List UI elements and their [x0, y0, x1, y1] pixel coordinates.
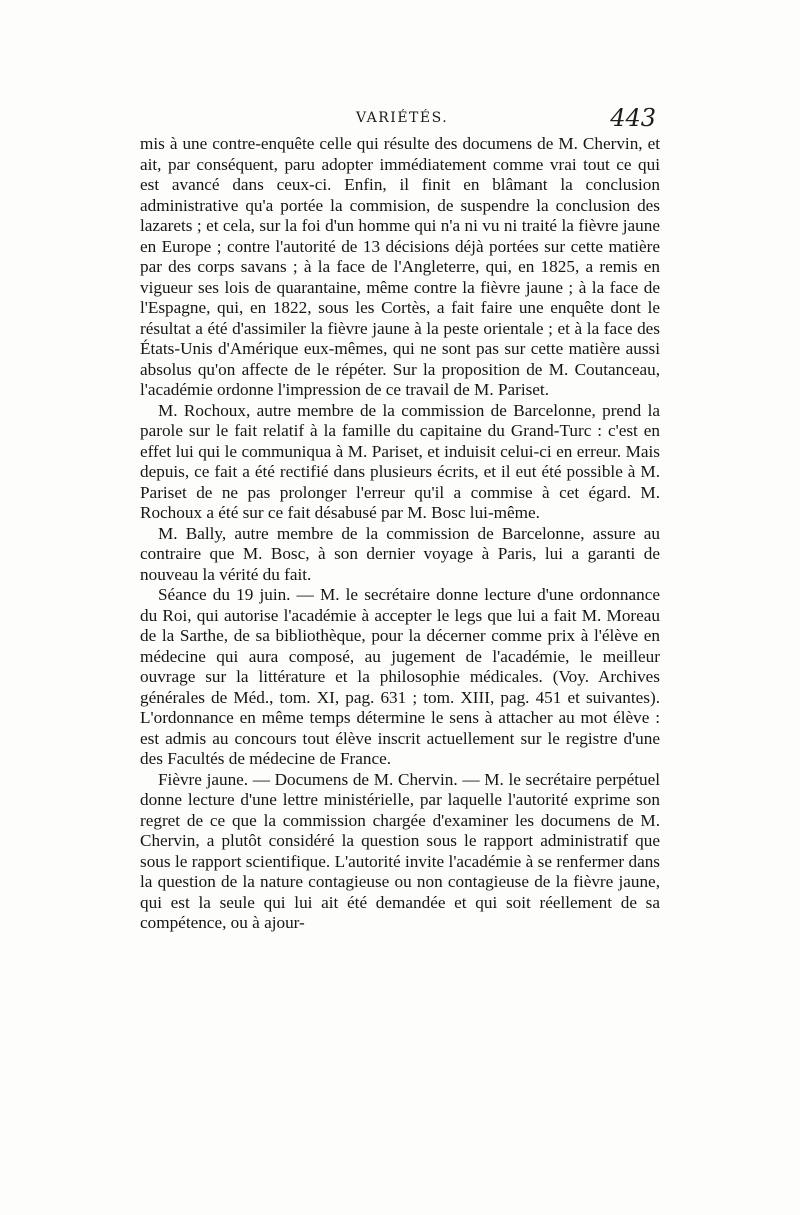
page-number: 443	[610, 104, 656, 132]
paragraph-seance-19-juin: Séance du 19 juin. — M. le secrétaire donne lecture d'une ordonnance du Roi, qui autorise l'académie à accepter le legs que lui a fait M. Moreau de la Sarthe, de sa bibliothèque, pour la décerner comme prix à l'élève en médecine qui aura composé, au jugement de l'académie, le meilleur ouvrage sur la littérature et la philosophie médicales. (Voy. Archives générales de Méd., tom. XI, pag. 631 ; tom. XIII, pag. 451 et suivantes). L'ordonnance en même temps détermine le sens à attacher au mot élève : est admis au concours tout élève inscrit actuellement sur le registre d'une des Facultés de médecine de France.	[140, 585, 660, 768]
paragraph-pariset-conclusion: mis à une contre-enquête celle qui résulte des documens de M. Chervin, et ait, par conséquent, paru adopter immédiatement comme vrai tout ce qui est avancé dans ceux-ci. Enfin, il finit en blâmant la conclusion administrative qu'a portée la commision, de suspendre la conclusion des lazarets ; et cela, sur la foi d'un homme qui n'a ni vu ni traité la fièvre jaune en Europe ; contre l'autorité de 13 décisions déjà portées sur cette matière par des corps savans ; à la face de l'Angleterre, qui, en 1825, a remis en vigueur ses lois de quarantaine, même contre la fièvre jaune ; à la face de l'Espagne, qui, en 1822, sous les Cortès, a fait faire une enquête dont le résultat a été d'assimiler la fièvre jaune à la peste orientale ; et à la face des États-Unis d'Amérique eux-mêmes, qui ne sont pas sur cette matière aussi absolus qu'on affecte de le répéter. Sur la proposition de M. Coutanceau, l'académie ordonne l'impression de ce travail de M. Pariset.	[140, 134, 660, 399]
paragraph-rochoux: M. Rochoux, autre membre de la commission de Barcelonne, prend la parole sur le fait relatif à la famille du capitaine du Grand-Turc : c'est en effet lui qui le communiqua à M. Pariset, et induisit celui-ci en erreur. Mais depuis, ce fait a été rectifié dans plusieurs écrits, et il eut été possible à M. Pariset de ne pas prolonger l'erreur qu'il a commise à cet égard. M. Rochoux a été sur ce fait désabusé par M. Bosc lui-même.	[140, 400, 660, 522]
paragraph-fievre-jaune: Fièvre jaune. — Documens de M. Chervin. — M. le secrétaire perpétuel donne lecture d'une lettre ministérielle, par laquelle l'autorité exprime son regret de ce que la commission chargée d'examiner les documens de M. Chervin, a plutôt considéré la question sous le rapport administratif que sous le rapport scientifique. L'autorité invite l'académie à se renfermer dans la question de la nature contagieuse ou non contagieuse de la fièvre jaune, qui est la seule qui lui ait été demandée et qui soit réellement de sa compétence, ou à ajour-	[140, 769, 660, 932]
running-head: VARIÉTÉS.	[356, 110, 449, 126]
body-text	[140, 134, 660, 934]
page-header	[140, 104, 660, 134]
paragraph-bally: M. Bally, autre membre de la commission de Barcelonne, assure au contraire que M. Bosc, à son dernier voyage à Paris, lui a garanti de nouveau la vérité du fait.	[140, 523, 660, 584]
